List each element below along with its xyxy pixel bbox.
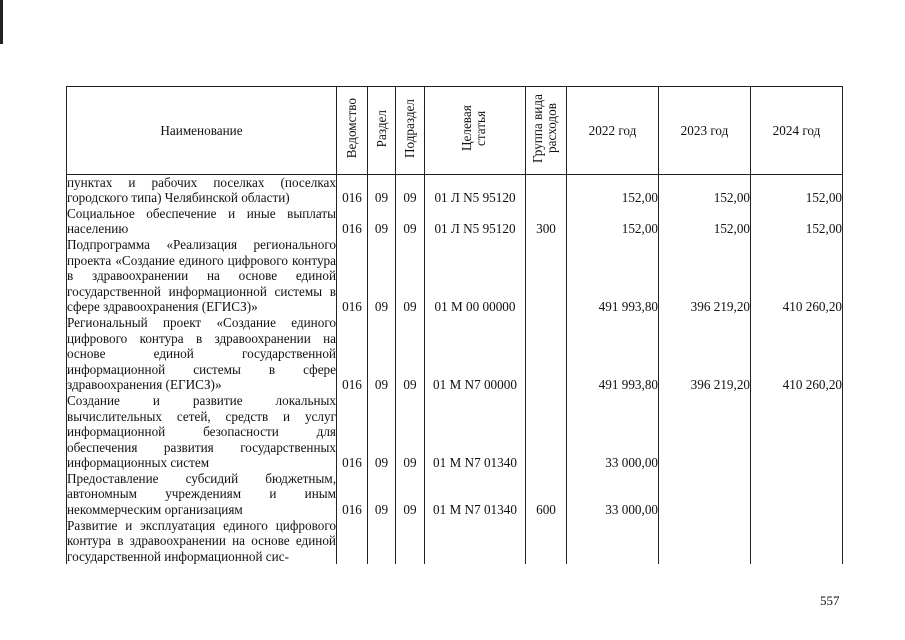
cell-target xyxy=(425,518,526,565)
cell-2024: 152,00 xyxy=(751,174,843,206)
cell-group xyxy=(526,393,567,471)
cell-subsection: 09 xyxy=(396,315,425,393)
cell-2022: 152,00 xyxy=(567,206,659,237)
cell-group: 300 xyxy=(526,206,567,237)
cell-name: пунктах и рабочих поселках (поселках городского типа) Челябинской области) xyxy=(67,174,336,206)
cell-2024: 410 260,20 xyxy=(751,237,843,315)
header-expense-group: Группа вида расходов xyxy=(526,87,567,175)
header-ministry: Ведомство xyxy=(337,87,368,175)
cell-subsection: 09 xyxy=(396,237,425,315)
cell-ministry: 016 xyxy=(337,471,368,518)
cell-group xyxy=(526,315,567,393)
cell-target: 01 Л N5 95120 xyxy=(425,174,526,206)
cell-2022: 491 993,80 xyxy=(567,237,659,315)
cell-2023: 152,00 xyxy=(659,206,751,237)
cell-name: Региональный проект «Создание единого цифрового контура в здравоохранении на основе единой государственной информационной системы в сфере здравоохранения (ЕГИСЗ)» xyxy=(67,314,336,393)
cell-2024 xyxy=(751,393,843,471)
cell-2024 xyxy=(751,518,843,565)
cell-2022: 152,00 xyxy=(567,174,659,206)
cell-name: Социальное обеспечение и иные выплаты населению xyxy=(67,205,336,237)
cell-ministry xyxy=(337,518,368,565)
cell-group xyxy=(526,518,567,565)
cell-section: 09 xyxy=(368,393,396,471)
cell-2022 xyxy=(567,518,659,565)
header-2022: 2022 год xyxy=(567,87,659,175)
cell-2024: 152,00 xyxy=(751,206,843,237)
cell-2024 xyxy=(751,471,843,518)
table-row xyxy=(67,471,843,518)
cell-2022: 33 000,00 xyxy=(567,471,659,518)
cell-section: 09 xyxy=(368,315,396,393)
cell-section: 09 xyxy=(368,237,396,315)
table-row xyxy=(67,174,843,206)
cell-section: 09 xyxy=(368,471,396,518)
cell-group xyxy=(526,174,567,206)
cell-group: 600 xyxy=(526,471,567,518)
cell-subsection: 09 xyxy=(396,206,425,237)
table-row xyxy=(67,393,843,471)
cell-target: 01 M N7 01340 xyxy=(425,393,526,471)
cell-name: Создание и развитие локальных вычислительных сетей, средств и услуг информационной безопасности для обеспечения развития государственных информационных систем xyxy=(67,392,336,471)
table-header-row xyxy=(67,87,843,175)
cell-2024: 410 260,20 xyxy=(751,315,843,393)
header-subsection: Подраздел xyxy=(396,87,425,175)
cell-subsection: 09 xyxy=(396,174,425,206)
cell-section: 09 xyxy=(368,174,396,206)
cell-2023 xyxy=(659,471,751,518)
cell-ministry: 016 xyxy=(337,174,368,206)
cell-2023: 396 219,20 xyxy=(659,315,751,393)
header-2024: 2024 год xyxy=(751,87,843,175)
cell-2023 xyxy=(659,518,751,565)
cell-subsection xyxy=(396,518,425,565)
scan-edge-mark xyxy=(0,0,3,44)
header-name: Наименование xyxy=(67,87,337,175)
table-row xyxy=(67,315,843,393)
cell-ministry: 016 xyxy=(337,237,368,315)
cell-subsection: 09 xyxy=(396,471,425,518)
header-section: Раздел xyxy=(368,87,396,175)
cell-name: Предоставление субсидий бюджетным, автономным учреждениям и иным некоммерческим организациям xyxy=(67,470,336,518)
table-row xyxy=(67,206,843,237)
page-number: 557 xyxy=(820,593,840,608)
cell-name: Подпрограмма «Реализация регионального проекта «Создание единого цифрового контура в здравоохранении на основе единой государственной информационной системы в сфере здравоохранения (ЕГИСЗ)» xyxy=(67,236,336,315)
header-target: Целевая статья xyxy=(425,87,526,175)
cell-target: 01 M N7 00000 xyxy=(425,315,526,393)
cell-target: 01 M N7 01340 xyxy=(425,471,526,518)
budget-table xyxy=(66,86,843,564)
cell-group xyxy=(526,237,567,315)
cell-ministry: 016 xyxy=(337,206,368,237)
table-row xyxy=(67,237,843,315)
cell-name: Развитие и эксплуатация единого цифрового контура в здравоохранении на основе единой государственной информационной сис- xyxy=(67,517,336,564)
cell-section: 09 xyxy=(368,206,396,237)
cell-2022: 33 000,00 xyxy=(567,393,659,471)
cell-2023 xyxy=(659,393,751,471)
cell-subsection: 09 xyxy=(396,393,425,471)
table-row xyxy=(67,518,843,565)
cell-section xyxy=(368,518,396,565)
cell-ministry: 016 xyxy=(337,393,368,471)
cell-2022: 491 993,80 xyxy=(567,315,659,393)
cell-2023: 152,00 xyxy=(659,174,751,206)
cell-2023: 396 219,20 xyxy=(659,237,751,315)
cell-target: 01 M 00 00000 xyxy=(425,237,526,315)
header-2023: 2023 год xyxy=(659,87,751,175)
cell-target: 01 Л N5 95120 xyxy=(425,206,526,237)
cell-ministry: 016 xyxy=(337,315,368,393)
